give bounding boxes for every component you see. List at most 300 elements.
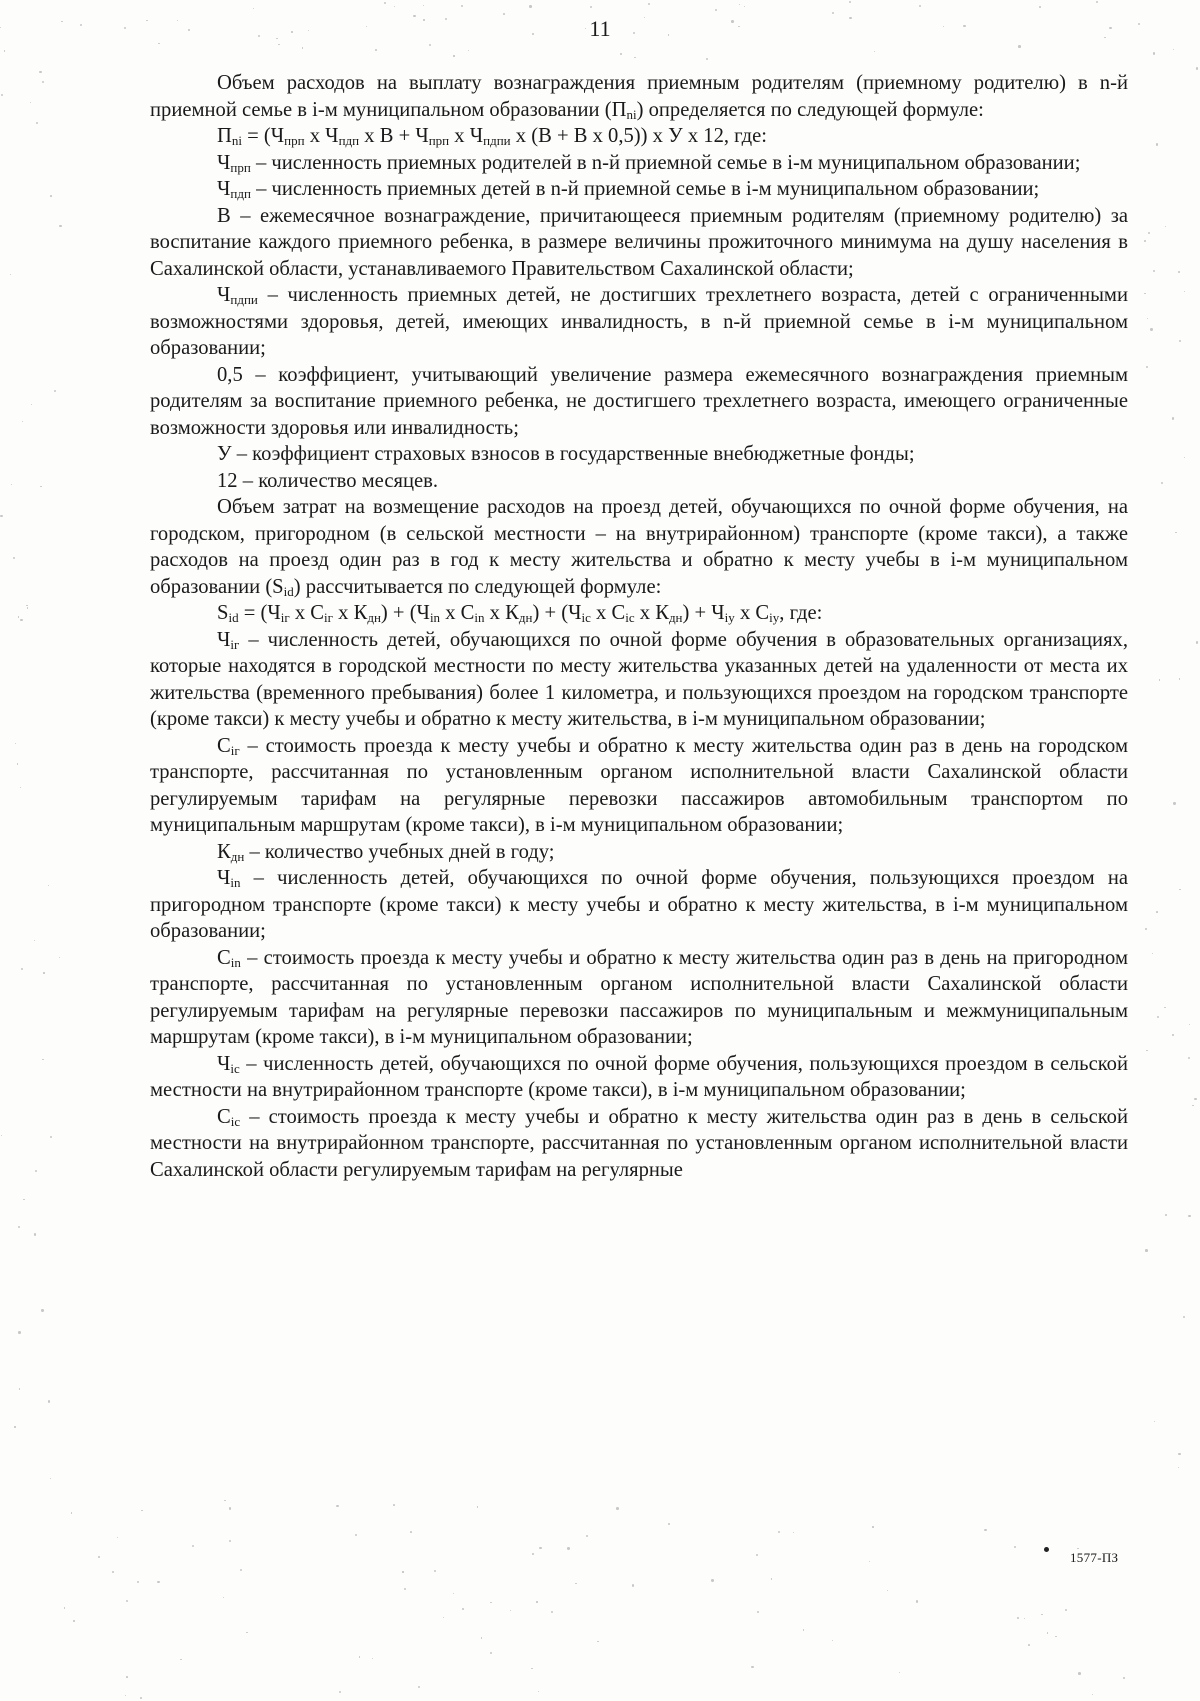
text-run: К xyxy=(217,840,231,863)
scan-speck xyxy=(648,3,650,5)
scan-speck xyxy=(1077,1548,1078,1549)
scan-speck xyxy=(590,6,592,8)
scan-speck xyxy=(302,47,304,49)
scan-speck xyxy=(551,1611,553,1613)
subscript: прп xyxy=(428,133,450,148)
scan-speck xyxy=(71,1512,73,1514)
paragraph xyxy=(150,203,1128,283)
text-run: С xyxy=(217,946,231,969)
scan-speck xyxy=(634,57,636,59)
scan-speck xyxy=(410,1531,412,1533)
scan-speck xyxy=(597,1641,599,1643)
subscript: iу xyxy=(724,610,735,625)
scan-speck xyxy=(36,122,38,124)
scan-speck xyxy=(246,1632,248,1634)
scan-speck xyxy=(539,1547,542,1550)
scan-speck xyxy=(10,274,11,275)
scan-speck xyxy=(984,1529,986,1531)
scan-speck xyxy=(1178,271,1180,273)
scan-speck xyxy=(229,1540,231,1542)
subscript: пдп xyxy=(230,186,251,201)
text-run: Ч xyxy=(217,151,231,174)
subscript: iг xyxy=(230,742,240,758)
text-run: П xyxy=(217,125,232,147)
scan-speck xyxy=(744,6,745,7)
subscript: in xyxy=(230,954,241,970)
scan-speck xyxy=(620,53,622,55)
subscript: пдпи xyxy=(483,133,511,148)
paragraph xyxy=(150,494,1128,600)
scan-speck xyxy=(711,1579,713,1581)
scan-speck xyxy=(778,1531,781,1534)
scan-speck xyxy=(1172,1034,1174,1036)
subscript: прп xyxy=(230,159,251,175)
scan-speck xyxy=(1152,953,1153,954)
text-run: – численность детей, обучающихся по очной форме обучения, пользующихся проездом на пригородном транспорте (кроме такси) к месту учебы и обратно к месту жительства, в i-м муниципальном образовании; xyxy=(150,867,1128,942)
scan-speck xyxy=(1188,1057,1190,1059)
subscript: ic xyxy=(625,610,635,625)
scan-speck xyxy=(1175,532,1176,533)
scan-speck xyxy=(1161,482,1163,484)
scan-speck xyxy=(1154,1421,1155,1422)
text-run: х К xyxy=(484,602,519,624)
paragraph xyxy=(150,362,1128,442)
formula-line xyxy=(150,123,1128,150)
scan-speck xyxy=(490,1652,492,1654)
text-run: Ч xyxy=(217,1052,231,1075)
scan-speck xyxy=(229,1507,231,1509)
scan-speck xyxy=(423,19,424,20)
text-run: 0,5 – коэффициент, учитывающий увеличение размера ежемесячного вознаграждения приемным родителям за воспитание приемного ребенка, не достигшего трехлетнего возраста, имеющего ограниченные возможности здоровья или инвалидность; xyxy=(150,363,1128,439)
scan-speck xyxy=(19,1388,20,1389)
scan-speck xyxy=(4,50,5,51)
scan-speck xyxy=(413,15,415,17)
scan-speck xyxy=(339,1691,341,1693)
subscript: пдп xyxy=(338,133,360,148)
scan-speck xyxy=(887,1590,888,1591)
paragraph xyxy=(150,1051,1128,1104)
text-run: х С xyxy=(590,602,626,624)
subscript: дн xyxy=(518,610,533,625)
scan-speck xyxy=(1018,45,1021,48)
footer-mark xyxy=(1044,1547,1049,1552)
scan-speck xyxy=(41,1309,43,1311)
scan-speck xyxy=(140,1697,142,1699)
scan-speck xyxy=(715,9,718,12)
text-run: х С xyxy=(734,602,770,624)
text-run: ) + (Ч xyxy=(532,602,582,624)
paragraph xyxy=(150,627,1128,733)
scan-speck xyxy=(17,763,18,764)
scan-speck xyxy=(1092,1694,1093,1695)
text-run: S xyxy=(217,602,229,624)
subscript: iг xyxy=(324,610,333,625)
scan-speck xyxy=(137,1581,139,1583)
scan-speck xyxy=(1148,232,1150,234)
scan-speck xyxy=(1184,291,1185,292)
text-run: Объем расходов на выплату вознаграждения приемным родителям (приемному родителю) в n-й приемной семье в i-м муниципальном образовании (П xyxy=(150,72,1128,121)
scan-speck xyxy=(192,1545,194,1547)
scan-speck xyxy=(73,1620,74,1621)
text-run: Ч xyxy=(217,178,231,200)
text-run: = (Ч xyxy=(242,125,285,147)
scan-speck xyxy=(22,421,23,422)
scan-speck xyxy=(50,195,52,197)
scan-speck xyxy=(146,20,147,21)
scan-speck xyxy=(13,557,15,559)
subscript: id xyxy=(228,610,239,625)
scan-speck xyxy=(180,1659,182,1661)
scan-speck xyxy=(126,1600,128,1602)
scan-speck xyxy=(34,1233,36,1235)
scan-speck xyxy=(1047,1632,1048,1633)
scan-speck xyxy=(434,1570,436,1572)
scan-speck xyxy=(477,1506,478,1507)
scan-speck xyxy=(453,1593,454,1594)
scan-speck xyxy=(1145,1249,1148,1252)
scan-speck xyxy=(98,1556,100,1558)
scan-speck xyxy=(26,605,28,607)
paragraph xyxy=(150,468,1128,495)
scan-speck xyxy=(1173,802,1175,804)
subscript: дн xyxy=(668,610,683,625)
scan-speck xyxy=(1184,457,1185,458)
text-run: – стоимость проезда к месту учебы и обратно к месту жительства один раз в день на городском транспорте, рассчитанная по установленным органом исполнительной власти Сахалинской области регулируемым тарифам на регулярные перевозки пассажиров автомобильным транспортом по муниципальным маршрутам (кроме такси), в i-м муниципальном образовании; xyxy=(150,734,1128,836)
text-run: Ч xyxy=(217,284,231,306)
subscript: in xyxy=(474,610,485,625)
scan-speck xyxy=(874,51,875,52)
scan-speck xyxy=(1024,1618,1025,1619)
scan-speck xyxy=(30,102,31,103)
scan-speck xyxy=(462,1608,464,1610)
scan-speck xyxy=(14,1426,15,1427)
text-run: – численность детей, обучающихся по очной форме обучения, пользующихся проездом в сельской местности на внутрирайонном транспорте (кроме такси), в i-м муниципальном образовании; xyxy=(150,1052,1128,1101)
scan-speck xyxy=(899,1672,900,1673)
paragraph xyxy=(150,1104,1128,1184)
text-run: ) + (Ч xyxy=(380,602,430,624)
scan-speck xyxy=(668,34,670,36)
text-run: = (Ч xyxy=(238,602,281,624)
scan-speck xyxy=(141,1510,143,1512)
scan-speck xyxy=(59,957,60,958)
scan-speck xyxy=(668,1523,670,1525)
scan-speck xyxy=(50,1136,52,1138)
scan-speck xyxy=(1109,27,1111,29)
subscript: дн xyxy=(367,610,381,625)
scan-speck xyxy=(423,5,424,6)
scan-speck xyxy=(402,1571,403,1572)
scan-speck xyxy=(575,1583,576,1584)
scan-speck xyxy=(355,1534,357,1536)
subscript: ic xyxy=(581,610,591,625)
scan-speck xyxy=(757,1611,759,1613)
scan-speck xyxy=(177,20,178,21)
scan-speck xyxy=(1179,340,1181,342)
scan-speck xyxy=(393,1504,395,1506)
scan-speck xyxy=(157,1581,159,1583)
scan-speck xyxy=(21,968,23,970)
scan-speck xyxy=(532,1553,534,1555)
scan-speck xyxy=(1150,328,1152,330)
scan-speck xyxy=(1189,1024,1190,1025)
scan-speck xyxy=(125,1695,127,1697)
scan-speck xyxy=(1096,1,1098,3)
text-run: ) + Ч xyxy=(682,602,725,624)
scan-speck xyxy=(1192,1105,1194,1107)
scan-speck xyxy=(1146,366,1148,368)
subscript: ic xyxy=(230,1113,241,1129)
subscript: in xyxy=(230,875,241,890)
scan-speck xyxy=(240,1569,242,1571)
subscript: id xyxy=(283,583,294,599)
text-run: , где: xyxy=(779,602,823,624)
scan-speck xyxy=(919,5,921,7)
scan-speck xyxy=(803,1629,805,1631)
document-code: 1577-ПЗ xyxy=(1070,1550,1119,1565)
scan-speck xyxy=(832,1640,833,1641)
scan-speck xyxy=(529,5,531,7)
text-run: – численность приемных родителей в n-й приемной семье в i-м муниципальном образовании; xyxy=(250,151,1081,174)
text-run: – численность приемных детей в n-й приемной семье в i-м муниципальном образовании; xyxy=(250,178,1040,200)
scan-speck xyxy=(43,972,44,973)
text-run: У – коэффициент страховых взносов в государственные внебюджетные фонды; xyxy=(217,443,915,465)
scan-speck xyxy=(490,1602,491,1603)
text-run: х К xyxy=(333,602,368,624)
scan-speck xyxy=(18,616,19,617)
scan-speck xyxy=(1156,911,1158,913)
scan-speck xyxy=(372,1658,373,1659)
scan-speck xyxy=(40,486,41,487)
scan-speck xyxy=(1041,1614,1043,1616)
scan-speck xyxy=(849,17,851,19)
scan-speck xyxy=(453,55,454,56)
scan-speck xyxy=(793,1532,794,1533)
scan-speck xyxy=(1,1135,2,1136)
scan-speck xyxy=(1153,270,1155,272)
scan-speck xyxy=(616,1507,619,1510)
subscript: ni xyxy=(231,133,242,148)
subscript: ic xyxy=(230,1060,240,1076)
scan-speck xyxy=(42,81,44,83)
text-run: – количество учебных дней в году; xyxy=(244,840,555,863)
text-run: х С xyxy=(289,602,325,624)
paragraph xyxy=(150,70,1128,123)
text-run: – стоимость проезда к месту учебы и обратно к месту жительства один раз в день на пригородном транспорте, рассчитанная по установленным органом исполнительной власти Сахалинской области регулируемым тарифам на регулярные перевозки пассажиров по муниципальным и межмуниципальным маршрутам (кроме такси), в i-м муниципальном образовании; xyxy=(150,946,1128,1048)
scan-speck xyxy=(224,1500,225,1501)
text-run: – численность приемных детей, не достигших трехлетнего возраста, детей с ограниченными возможностями здоровья, детей, имеющих инвалидность, в n-й приемной семье в i-м муниципальном образовании; xyxy=(150,284,1128,359)
scan-speck xyxy=(869,1561,870,1562)
scan-speck xyxy=(1028,1644,1030,1646)
scan-speck xyxy=(59,225,61,227)
scan-speck xyxy=(1183,1316,1185,1318)
scan-speck xyxy=(253,8,254,9)
scan-speck xyxy=(18,1226,20,1228)
scan-speck xyxy=(461,5,463,7)
scan-speck xyxy=(632,1584,634,1586)
scan-speck xyxy=(0,515,3,518)
subscript: ni xyxy=(626,106,637,122)
paragraph xyxy=(150,733,1128,839)
scan-speck xyxy=(538,1691,539,1692)
scan-speck xyxy=(1178,1453,1180,1455)
scan-speck xyxy=(1156,143,1159,146)
scan-speck xyxy=(832,12,834,14)
scan-speck xyxy=(384,2,386,4)
scan-speck xyxy=(291,31,292,32)
scan-speck xyxy=(1165,1214,1167,1216)
scan-speck xyxy=(916,1600,918,1602)
scan-speck xyxy=(1164,1007,1166,1009)
scan-speck xyxy=(394,6,395,7)
scan-speck xyxy=(536,1601,537,1602)
scan-speck xyxy=(1014,1546,1016,1548)
scan-speck xyxy=(223,1597,224,1598)
scan-speck xyxy=(20,787,21,788)
text-run: х Ч xyxy=(304,125,339,147)
scan-speck xyxy=(1144,240,1146,242)
page-number: 11 xyxy=(589,16,611,41)
text-run: В – ежемесячное вознаграждение, причитающееся приемным родителям (приемному родителю) за воспитание каждого приемного ребенка, в размере величины прожиточного минимума на душу населения в Сахалинской области, устанавливаемого Правительством Сахалинской области; xyxy=(150,204,1128,280)
text-run: – стоимость проезда к месту учебы и обратно к месту жительства один раз в день в сельской местности на внутрирайонном транспорте, рассчитанная по установленным органом исполнительной власти Сахалинской области регулируемым тарифам на регулярные xyxy=(150,1105,1128,1181)
text-run: х (В + В х 0,5)) х У х 12, где: xyxy=(510,125,767,147)
text-run: х Ч xyxy=(449,125,484,147)
paragraph xyxy=(150,176,1128,203)
scan-speck xyxy=(18,1331,21,1334)
subscript: iг xyxy=(230,636,240,652)
scan-speck xyxy=(1065,1609,1067,1611)
scan-speck xyxy=(633,32,635,34)
scan-speck xyxy=(336,1505,338,1507)
paragraph xyxy=(150,839,1128,866)
scan-speck xyxy=(532,33,534,35)
scan-speck xyxy=(1055,1636,1057,1638)
text-run: Ч xyxy=(217,628,231,651)
scan-speck xyxy=(64,1607,65,1608)
scan-speck xyxy=(481,1637,482,1638)
scan-speck xyxy=(567,1547,569,1549)
scan-speck xyxy=(1039,6,1041,8)
scan-speck xyxy=(359,1656,361,1658)
scan-speck xyxy=(1188,1215,1190,1217)
scan-speck xyxy=(23,1199,25,1201)
subscript: пдпи xyxy=(230,292,258,307)
subscript: iу xyxy=(769,610,780,625)
scan-speck xyxy=(445,18,447,20)
scan-speck xyxy=(706,58,708,60)
scan-speck xyxy=(188,29,190,31)
subscript: in xyxy=(429,610,441,625)
text-run: 12 – количество месяцев. xyxy=(217,469,438,492)
scan-speck xyxy=(1196,641,1198,643)
scan-speck xyxy=(48,1400,51,1403)
scan-speck xyxy=(1159,679,1160,680)
scan-speck xyxy=(1078,1672,1081,1675)
scan-speck xyxy=(404,1588,407,1591)
scan-speck xyxy=(510,1610,511,1611)
scan-speck xyxy=(112,1571,114,1573)
formula-line xyxy=(150,600,1128,627)
scan-speck xyxy=(1165,226,1166,227)
scan-speck xyxy=(771,1578,773,1580)
paragraph xyxy=(150,150,1128,177)
subscript: прп xyxy=(284,133,305,148)
scan-speck xyxy=(1144,293,1145,294)
text-run: С xyxy=(217,1105,231,1128)
paragraph xyxy=(150,945,1128,1051)
scan-speck xyxy=(20,619,22,621)
document-body xyxy=(150,70,1128,1183)
scan-speck xyxy=(34,940,35,941)
scan-speck xyxy=(1179,678,1181,680)
scan-speck xyxy=(158,43,160,45)
scan-speck xyxy=(1179,889,1181,891)
scan-speck xyxy=(1,94,4,97)
text-run: х С xyxy=(440,602,475,624)
scan-speck xyxy=(278,44,280,46)
scan-speck xyxy=(586,1535,588,1537)
scan-speck xyxy=(872,1526,873,1527)
scan-speck xyxy=(1153,52,1155,54)
scan-speck xyxy=(1017,1617,1019,1619)
subscript: iг xyxy=(280,610,290,625)
scan-speck xyxy=(1147,318,1148,319)
paragraph xyxy=(150,441,1128,468)
scan-speck xyxy=(1157,1016,1159,1018)
scan-speck xyxy=(39,71,41,73)
scan-speck xyxy=(429,44,431,46)
scan-speck xyxy=(963,25,966,28)
scan-speck xyxy=(1173,49,1175,51)
text-run: Ч xyxy=(217,867,231,889)
scan-speck xyxy=(739,4,740,5)
scan-speck xyxy=(31,404,32,405)
scan-speck xyxy=(756,1554,758,1556)
scan-speck xyxy=(1146,1050,1148,1052)
scan-speck xyxy=(50,1478,52,1480)
scan-speck xyxy=(35,1170,37,1172)
scan-speck xyxy=(11,484,12,485)
scan-speck xyxy=(731,20,734,23)
scan-speck xyxy=(418,1686,420,1688)
scan-speck xyxy=(443,1617,444,1618)
paragraph xyxy=(150,865,1128,945)
scan-speck xyxy=(117,1537,118,1538)
scan-speck xyxy=(126,1676,128,1678)
scan-speck xyxy=(468,50,469,51)
text-run: ) рассчитывается по следующей формуле: xyxy=(293,575,662,598)
scan-speck xyxy=(751,1666,754,1669)
scan-speck xyxy=(1145,928,1147,930)
text-run: х К xyxy=(634,602,669,624)
scan-speck xyxy=(1178,1467,1179,1468)
scan-speck xyxy=(531,1668,533,1670)
scan-speck xyxy=(1194,1098,1196,1100)
scan-speck xyxy=(1196,67,1198,69)
scan-speck xyxy=(27,607,28,608)
text-run: – численность детей, обучающихся по очной форме обучения в образовательных организациях, которые находятся в городской местности по месту жительства указанных детей на удаленности от места их жительства (временного пребывания) более 1 километра, и пользующихся проездом на городском транспорте (кроме такси) к месту учебы и обратно к месту жительства, в i-м муниципальном образовании; xyxy=(150,628,1128,730)
scan-speck xyxy=(1123,1677,1125,1679)
scan-speck xyxy=(585,28,586,29)
scan-speck xyxy=(1172,417,1174,419)
scan-speck xyxy=(849,1,851,3)
text-run: Объем затрат на возмещение расходов на проезд детей, обучающихся по очной форме обучения, на городском, пригородном (в сельской местности – на внутрирайонном) транспорте (кроме такси), а также расходов на проезд один раз в год к месту жительства и обратно к месту учебы в i-м муниципальном образовании (S xyxy=(150,496,1128,598)
scan-speck xyxy=(42,1059,44,1061)
paragraph xyxy=(150,282,1128,362)
scan-speck xyxy=(15,743,16,744)
text-run: х В + Ч xyxy=(359,125,429,147)
scan-speck xyxy=(54,390,57,393)
text-run: С xyxy=(217,734,231,757)
